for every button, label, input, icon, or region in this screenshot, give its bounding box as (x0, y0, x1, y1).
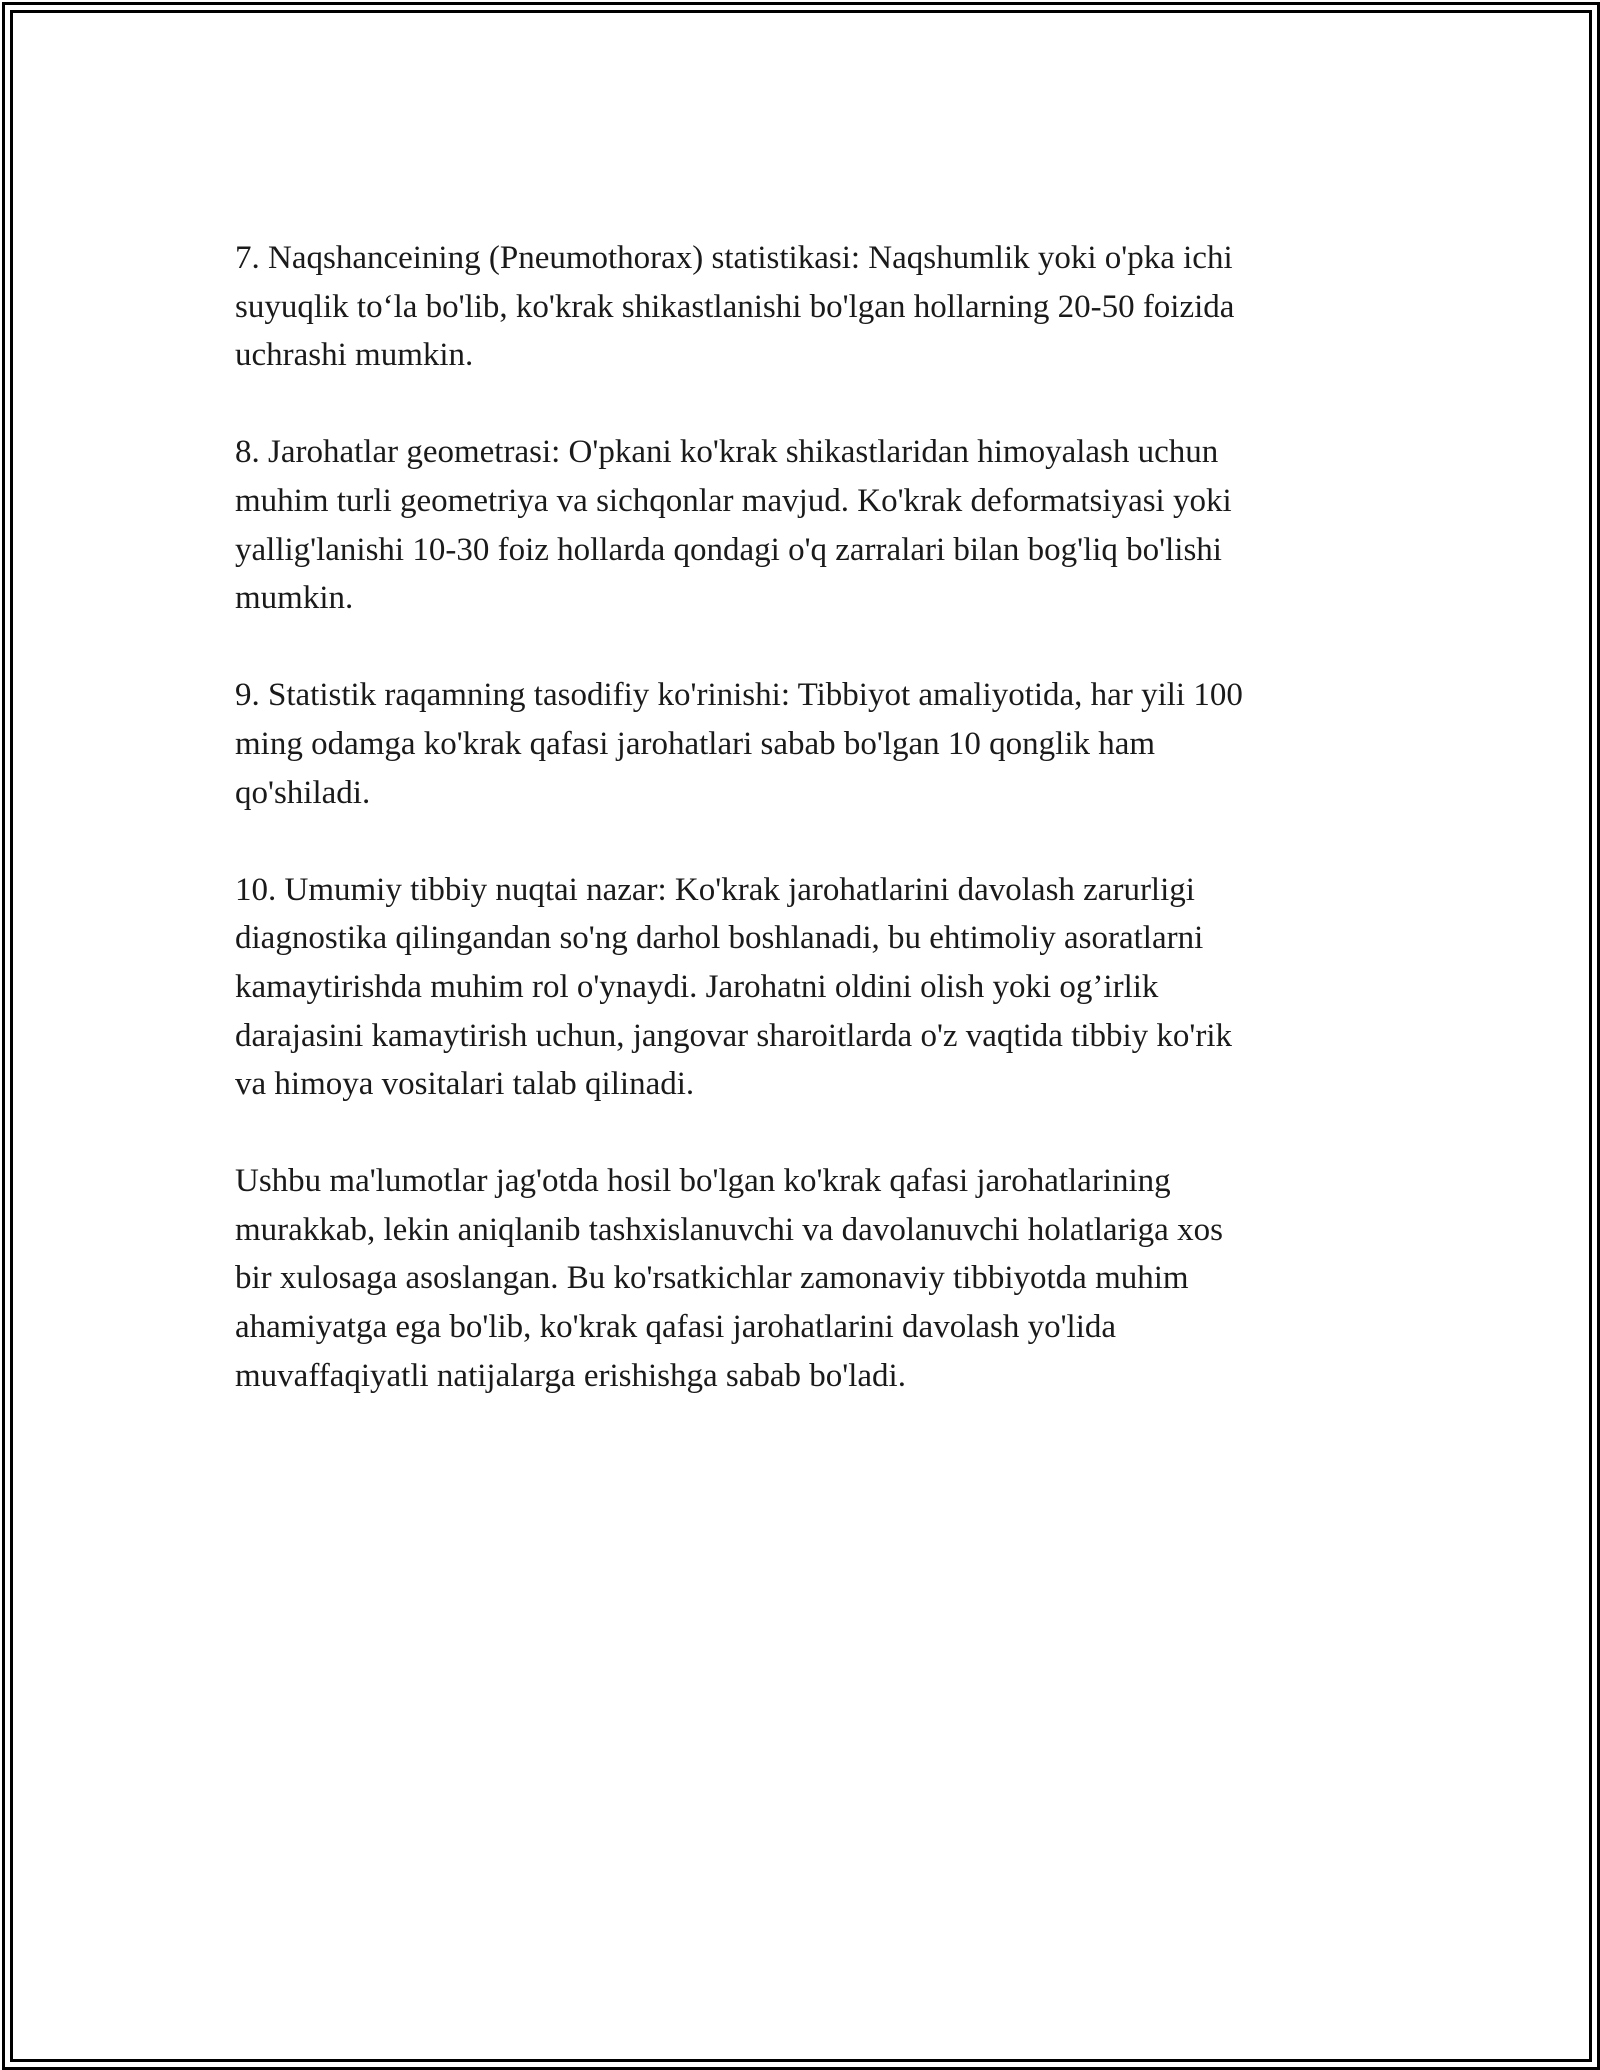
paragraph-item-9: 9. Statistik raqamning tasodifiy ko'rinishi: Tibbiyot amaliyotida, har yili 100 ming odamga ko'krak qafasi jarohatlari sabab bo'lgan 10 qonglik ham qo'shiladi. (235, 677, 1243, 811)
paragraph-conclusion: Ushbu ma'lumotlar jag'otda hosil bo'lgan ko'krak qafasi jarohatlarining murakkab, lekin aniqlanib tashxislanuvchi va davolanuvchi holatlariga xos bir xulosaga asoslangan. Bu ko'rsatkichlar zamonaviy tibbiyotda muhim ahamiyatga ega bo'lib, ko'krak qafasi jarohatlarini davolash yo'lida muvaffaqiyatli natijalarga erishishga sabab bo'ladi. (235, 1163, 1223, 1394)
document-body (235, 234, 1365, 1449)
paragraph-item-10: 10. Umumiy tibbiy nuqtai nazar: Ko'krak jarohatlarini davolash zarurligi diagnostika qilingandan so'ng darhol boshlanadi, bu ehtimoliy asoratlarni kamaytirishda muhim rol o'ynaydi. Jarohatni oldini olish yoki og’irlik darajasini kamaytirish uchun, jangovar sharoitlarda o'z vaqtida tibbiy ko'rik va himoya vositalari talab qilinadi. (235, 871, 1233, 1103)
paragraph-item-8: 8. Jarohatlar geometrasi: O'pkani ko'krak shikastlaridan himoyalash uchun muhim turli geometriya va sichqonlar mavjud. Ko'krak deformatsiyasi yoki yallig'lanishi 10-30 foiz hollarda qondagi o'q zarralari bilan bog'liq bo'lishi mumkin. (235, 434, 1232, 617)
paragraph-item-7: 7. Naqshanceining (Pneumothorax) statistikasi: Naqshumlik yoki o'pka ichi suyuqlik to‘la bo'lib, ko'krak shikastlanishi bo'lgan hollarning 20-50 foizida uchrashi mumkin. (235, 240, 1235, 374)
